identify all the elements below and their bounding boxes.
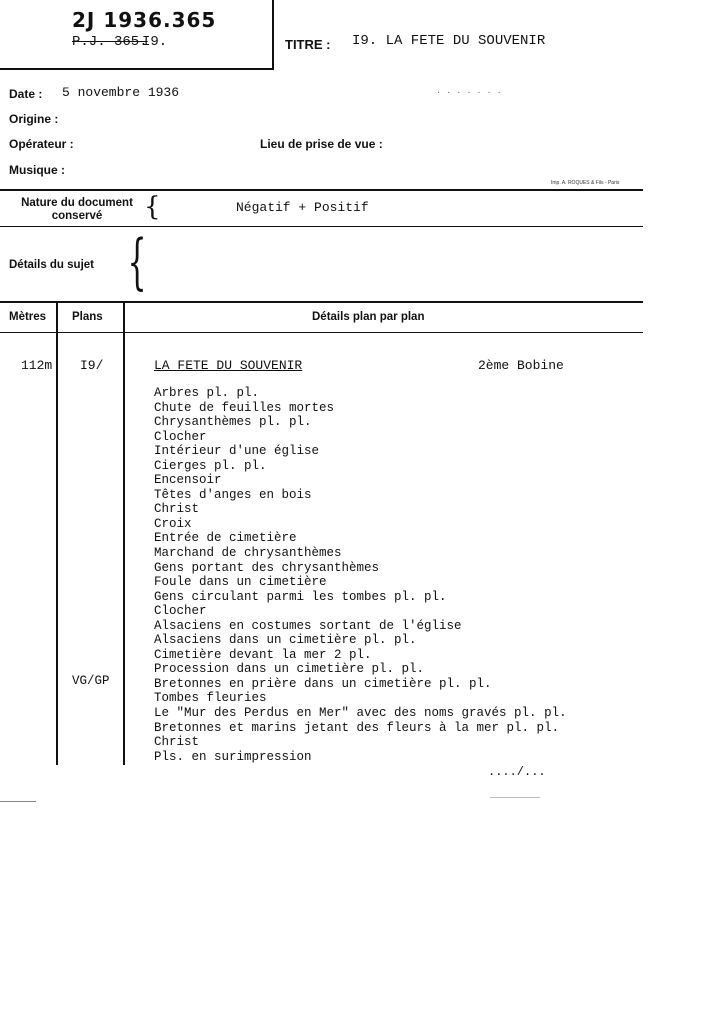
plan-item: Croix xyxy=(154,516,192,531)
plan-item: Intérieur d'une église xyxy=(154,444,320,459)
plan-item: Alsaciens dans un cimetière pl. pl. xyxy=(154,633,417,648)
plan-item: Entrée de cimetière xyxy=(154,531,297,546)
origine-label: Origine : xyxy=(9,112,59,126)
musique-label: Musique : xyxy=(9,163,65,177)
lieu-label: Lieu de prise de vue : xyxy=(260,137,383,151)
plan-item: Chrysanthèmes pl. pl. xyxy=(154,415,312,430)
plan-item: Bretonnes et marins jetant des fleurs à la mer pl. pl. xyxy=(154,720,560,735)
section-title: LA FETE DU SOUVENIR xyxy=(154,358,303,373)
plan-item: Gens circulant parmi les tombes pl. pl. xyxy=(154,589,447,604)
nature-label-line1: Nature du document xyxy=(21,197,133,209)
plan-item: Cimetière devant la mer 2 pl. xyxy=(154,647,372,662)
nature-bracket: { xyxy=(144,192,161,222)
col-header-details: Détails plan par plan xyxy=(312,311,425,323)
bobine-label: 2ème Bobine xyxy=(478,358,564,373)
plan-item: Encensoir xyxy=(154,473,222,488)
nature-label-line2: conservé xyxy=(51,210,103,222)
plan-item: Marchand de chrysanthèmes xyxy=(154,546,342,561)
plan-item: Procession dans un cimetière pl. pl. xyxy=(154,662,425,677)
date-value: 5 novembre 1936 xyxy=(62,85,180,100)
titre-label: TITRE : xyxy=(285,37,331,52)
plan-item: Le "Mur des Perdus en Mer" avec des noms gravés pl. pl. xyxy=(154,706,567,721)
nature-label xyxy=(9,197,145,223)
details-bracket: { xyxy=(127,227,147,297)
corner-dots: . . . . . . . xyxy=(437,84,503,96)
plan-item: Têtes d'anges en bois xyxy=(154,487,312,502)
scan-mark-left xyxy=(0,801,36,802)
plan-item: Clocher xyxy=(154,429,207,444)
operateur-label: Opérateur : xyxy=(9,137,74,151)
table-rule-top xyxy=(0,301,643,303)
plan-item: Alsaciens en costumes sortant de l'église xyxy=(154,618,462,633)
col-divider-2 xyxy=(123,303,125,765)
rule-top xyxy=(0,189,643,191)
titre-value: I9. LA FETE DU SOUVENIR xyxy=(352,33,546,49)
plan-number: I9/ xyxy=(80,358,104,373)
imprint: Imp. A. ROQUES & Fils - Paris xyxy=(551,180,620,186)
old-reference: P.J. 365. xyxy=(72,34,148,50)
plan-item: Christ xyxy=(154,735,200,750)
plan-item: Foule dans un cimetière xyxy=(154,575,327,590)
metres-value: 112m xyxy=(21,358,53,373)
col-header-plans: Plans xyxy=(72,311,103,323)
col-divider-1 xyxy=(56,303,58,765)
date-label: Date : xyxy=(9,87,43,101)
handwritten-reference: 2J 1936.365 xyxy=(72,8,217,32)
plan-item: Clocher xyxy=(154,604,207,619)
plan-item: Tombes fleuries xyxy=(154,691,267,706)
nature-value: Négatif + Positif xyxy=(236,200,369,215)
new-reference: I9. xyxy=(142,34,168,50)
table-rule-header xyxy=(0,332,643,333)
details-sujet-label: Détails du sujet xyxy=(9,259,94,271)
plan-item: Gens portant des chrysanthèmes xyxy=(154,560,380,575)
plan-item: Pls. en surimpression xyxy=(154,749,312,764)
col-header-metres: Mètres xyxy=(9,311,47,323)
plan-item: Bretonnes en prière dans un cimetière pl. pl. xyxy=(154,676,492,691)
plan-item: Chute de feuilles mortes xyxy=(154,400,335,415)
plan-code: VG/GP xyxy=(72,674,110,688)
plans-list xyxy=(154,386,567,764)
continuation-mark: ..../... xyxy=(488,765,546,779)
plan-item: Cierges pl. pl. xyxy=(154,458,267,473)
scan-mark-right xyxy=(490,797,540,798)
plan-item: Christ xyxy=(154,502,200,517)
rule-nature xyxy=(0,226,643,227)
plan-item: Arbres pl. pl. xyxy=(154,386,260,400)
